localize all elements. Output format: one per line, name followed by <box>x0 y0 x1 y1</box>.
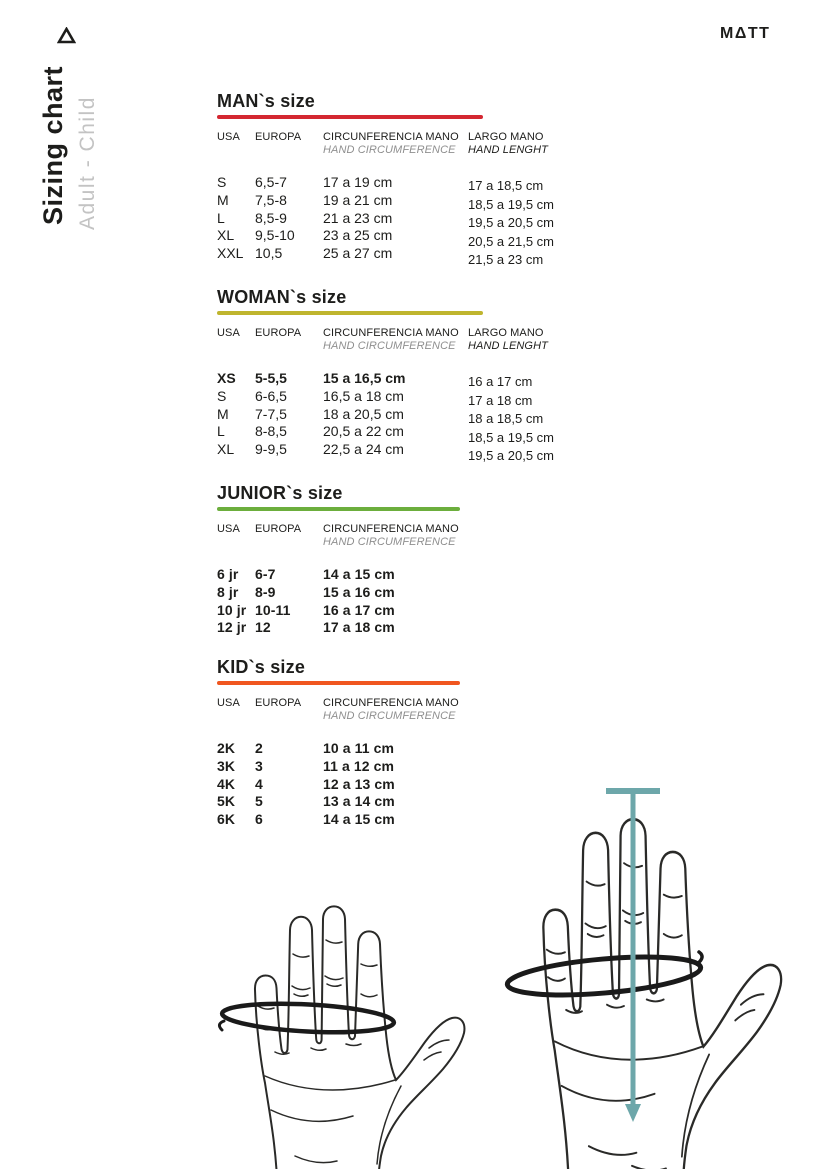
table-cell: 6 <box>255 811 263 828</box>
table-cell: 16 a 17 cm <box>468 374 533 389</box>
table-cell: 8-9 <box>255 583 276 600</box>
column-header-circumference-en: HAND CIRCUMFERENCE <box>323 143 456 156</box>
table-cell: M <box>217 191 229 208</box>
circumference-column <box>323 566 468 637</box>
table-title: WOMAN`s size <box>217 287 347 307</box>
column-header-europa: EUROPA <box>255 131 302 143</box>
table-cell: 2 <box>255 740 263 756</box>
table-cell: M <box>217 405 229 422</box>
table-cell: 12 <box>255 619 271 636</box>
table-cell: 10,5 <box>255 245 283 262</box>
length-column <box>468 373 620 466</box>
table-cell: 6K <box>217 811 236 828</box>
table-cell: 16 a 17 cm <box>323 601 395 618</box>
usa-column <box>217 566 255 637</box>
column-header-usa: USA <box>217 523 240 535</box>
circumference-column <box>323 370 468 459</box>
table-cell: 18 a 20,5 cm <box>323 405 404 422</box>
usa-column <box>217 174 255 263</box>
column-header-circumference-es: CIRCUNFERENCIA MANO <box>323 697 459 709</box>
page-title-vertical: Sizing chart <box>38 65 68 225</box>
title-underline <box>217 681 460 685</box>
column-header-usa: USA <box>217 131 240 143</box>
table-cell: 14 a 15 cm <box>323 811 395 828</box>
table-cell: 6-7 <box>255 566 276 582</box>
table-title: MAN`s size <box>217 91 316 111</box>
column-header-length-es: LARGO MANO <box>468 327 544 339</box>
brand-wordmark: MΔTT <box>720 25 771 42</box>
table-cell: 15 a 16,5 cm <box>323 370 406 386</box>
hand-circumference-illustration <box>215 878 475 1169</box>
circumference-ellipse-hook <box>697 952 702 964</box>
column-header-circumference-es: CIRCUNFERENCIA MANO <box>323 131 459 143</box>
table-cell: 10 jr <box>217 601 247 618</box>
column-header-europa: EUROPA <box>255 327 302 339</box>
table-columns <box>217 523 647 637</box>
table-cell: 18,5 a 19,5 cm <box>468 429 554 445</box>
europa-column <box>255 370 323 459</box>
column-header-europa: EUROPA <box>255 523 302 535</box>
title-underline <box>217 311 483 315</box>
table-cell: 12 jr <box>217 619 247 636</box>
table-title: KID`s size <box>217 657 306 677</box>
table-columns <box>217 327 647 466</box>
table-cell: 6,5-7 <box>255 174 287 190</box>
europa-column <box>255 174 323 263</box>
table-cell: 3 <box>255 757 263 774</box>
brand-triangle-logo-icon <box>57 27 76 44</box>
table-cell: 16,5 a 18 cm <box>323 387 404 404</box>
table-cell: S <box>217 174 227 190</box>
table-cell: 5 <box>255 793 263 810</box>
table-cell: 17 a 18,5 cm <box>468 178 544 193</box>
title-underline <box>217 507 460 511</box>
table-cell: 2K <box>217 740 236 756</box>
table-columns <box>217 131 647 270</box>
length-column <box>468 177 620 270</box>
table-title: JUNIOR`s size <box>217 483 343 503</box>
table-cell: 9-9,5 <box>255 441 287 458</box>
europa-column <box>255 566 323 637</box>
hand-length-illustration <box>498 782 793 1169</box>
table-cell: 5K <box>217 793 236 810</box>
column-header-length-es: LARGO MANO <box>468 131 544 143</box>
column-header-europa: EUROPA <box>255 697 302 709</box>
table-cell: XXL <box>217 245 244 262</box>
table-cell: 12 a 13 cm <box>323 775 395 792</box>
table-cell: 3K <box>217 757 236 774</box>
circumference-column <box>323 174 468 263</box>
table-cell: L <box>217 209 225 226</box>
table-cell: 18 a 18,5 cm <box>468 411 544 426</box>
table-cell: 8 jr <box>217 583 239 600</box>
table-cell: 22,5 a 24 cm <box>323 441 404 458</box>
table-cell: 13 a 14 cm <box>323 793 395 810</box>
column-header-length-en: HAND LENGHT <box>468 143 548 156</box>
table-cell: 23 a 25 cm <box>323 227 393 244</box>
table-cell: 19,5 a 20,5 cm <box>468 215 554 230</box>
table-cell: 11 a 12 cm <box>323 757 395 774</box>
table-cell: 21,5 a 23 cm <box>468 252 544 267</box>
table-cell: 15 a 16 cm <box>323 583 395 600</box>
table-cell: 10 a 11 cm <box>323 740 395 756</box>
column-header-usa: USA <box>217 697 240 709</box>
table-cell: 5-5,5 <box>255 370 287 386</box>
table-cell: 18,5 a 19,5 cm <box>468 196 554 212</box>
table-cell: 21 a 23 cm <box>323 209 393 226</box>
table-cell: 14 a 15 cm <box>323 566 395 582</box>
man-size-table <box>217 92 647 270</box>
table-cell: 6-6,5 <box>255 387 287 404</box>
table-cell: 19,5 a 20,5 cm <box>468 448 554 463</box>
circumference-ellipse-hook <box>219 1021 224 1030</box>
column-header-circumference-en: HAND CIRCUMFERENCE <box>323 709 456 722</box>
table-cell: 10-11 <box>255 601 291 618</box>
table-cell: 17 a 18 cm <box>323 619 395 636</box>
table-cell: 7-7,5 <box>255 405 287 422</box>
column-header-circumference-es: CIRCUNFERENCIA MANO <box>323 523 459 535</box>
circumference-column <box>323 740 468 829</box>
table-cell: 7,5-8 <box>255 191 287 208</box>
table-cell: 17 a 18 cm <box>468 392 533 408</box>
column-header-length-en: HAND LENGHT <box>468 339 548 352</box>
table-cell: 19 a 21 cm <box>323 191 393 208</box>
table-cell: 20,5 a 21,5 cm <box>468 233 554 249</box>
table-cell: 20,5 a 22 cm <box>323 423 404 440</box>
table-cell: 9,5-10 <box>255 227 295 244</box>
table-cell: 8-8,5 <box>255 423 287 440</box>
usa-column <box>217 370 255 459</box>
table-cell: 4 <box>255 775 263 792</box>
table-cell: XS <box>217 370 236 386</box>
column-header-circumference-es: CIRCUNFERENCIA MANO <box>323 327 459 339</box>
table-cell: 8,5-9 <box>255 209 287 226</box>
column-header-circumference-en: HAND CIRCUMFERENCE <box>323 339 456 352</box>
table-cell: XL <box>217 227 235 244</box>
column-header-usa: USA <box>217 327 240 339</box>
table-cell: 4K <box>217 775 236 792</box>
europa-column <box>255 740 323 829</box>
table-cell: 6 jr <box>217 566 239 582</box>
table-cell: 25 a 27 cm <box>323 245 393 262</box>
woman-size-table <box>217 288 647 466</box>
table-cell: L <box>217 423 225 440</box>
table-cell: XL <box>217 441 235 458</box>
table-cell: 17 a 19 cm <box>323 174 393 190</box>
title-underline <box>217 115 483 119</box>
table-cell: S <box>217 387 227 404</box>
junior-size-table <box>217 484 647 637</box>
column-header-circumference-en: HAND CIRCUMFERENCE <box>323 535 456 548</box>
page-subtitle-vertical: Adult - Child <box>76 96 99 230</box>
usa-column <box>217 740 255 829</box>
